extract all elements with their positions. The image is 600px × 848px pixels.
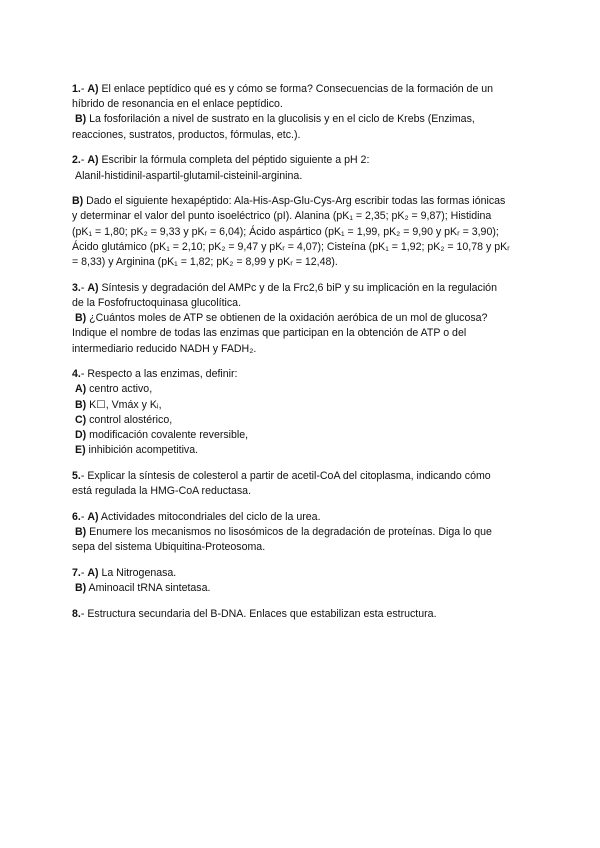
question-number: 2.: [72, 154, 81, 167]
question-line: [72, 225, 532, 240]
line-text: inhibición acompetitiva.: [85, 444, 199, 457]
question-line: [72, 566, 532, 581]
line-text: Escribir la fórmula completa del péptido siguiente a pH 2:: [98, 154, 370, 167]
part-label: A): [87, 510, 99, 523]
question-separator: -: [80, 510, 88, 523]
line-text: Alanil-histidinil-aspartil-glutamil-cisteinil-arginina.: [75, 169, 303, 182]
line-text: Explicar la síntesis de colesterol a partir de acetil-CoA del citoplasma, indicando cómo: [87, 469, 491, 482]
line-text: centro activo,: [86, 383, 153, 396]
question-block: [72, 194, 532, 270]
line-text: Actividades mitocondriales del ciclo de la urea.: [98, 510, 321, 523]
line-text: K☐, Vmáx y Kᵢ,: [86, 398, 162, 411]
question-line: [72, 169, 532, 184]
question-line: [72, 581, 532, 596]
question-line: [72, 398, 532, 413]
line-text: El enlace peptídico qué es y cómo se forma? Consecuencias de la formación de un: [98, 83, 494, 95]
part-label: E): [75, 444, 86, 457]
question-number: 4.: [72, 368, 81, 381]
line-text: Indique el nombre de todas las enzimas que participan en la obtención de ATP o del: [72, 327, 467, 340]
part-label: A): [87, 154, 99, 167]
part-label: D): [75, 429, 87, 442]
question-block: [72, 566, 532, 596]
question-line: [72, 607, 532, 622]
question-line: [72, 112, 532, 127]
part-label: B): [75, 312, 87, 325]
part-label: A): [87, 281, 99, 294]
question-line: [72, 153, 532, 168]
part-label: A): [87, 566, 99, 579]
question-line: [72, 326, 532, 341]
question-separator: -: [80, 83, 88, 95]
line-text: Enumere los mecanismos no lisosómicos de la degradación de proteínas. Diga lo que: [86, 526, 492, 539]
question-line: [72, 97, 532, 112]
question-separator: -: [80, 566, 88, 579]
question-line: [72, 209, 532, 224]
line-text: Respecto a las enzimas, definir:: [87, 368, 238, 381]
line-text: La fosforilación a nivel de sustrato en la glucolisis y en el ciclo de Krebs (Enzimas,: [86, 113, 475, 126]
line-text: = 8,33) y Arginina (pK₁ = 1,82; pK₂ = 8,99 y pKᵣ = 12,48).: [72, 256, 338, 269]
line-text: de la Fosfofructoquinasa glucolítica.: [72, 296, 242, 309]
line-text: Dado el siguiente hexapéptido: Ala-His-Asp-Glu-Cys-Arg escribir todas las formas iónicas: [83, 195, 506, 208]
line-text: híbrido de resonancia en el enlace peptídico.: [72, 98, 283, 111]
line-text: reacciones, sustratos, productos, fórmulas, etc.).: [72, 128, 301, 141]
line-text: intermediario reducido NADH y FADH₂.: [72, 342, 257, 355]
question-number: 1.: [72, 83, 81, 95]
part-label: B): [75, 398, 87, 411]
line-text: Ácido glutámico (pK₁ = 2,10; pK₂ = 9,47 y pKᵣ = 4,07); Cisteína (pK₁ = 1,92; pK₂ = 10,78 y pKᵣ: [72, 240, 510, 253]
question-number: 6.: [72, 510, 81, 523]
question-line: [72, 240, 532, 255]
question-block: [72, 153, 532, 183]
question-line: [72, 296, 532, 311]
line-text: está regulada la HMG-CoA reductasa.: [72, 485, 252, 498]
question-line: [72, 311, 532, 326]
line-text: sepa del sistema Ubiquitina-Proteosoma.: [72, 541, 266, 554]
question-line: [72, 484, 532, 499]
line-text: control alostérico,: [86, 413, 173, 426]
question-line: [72, 194, 532, 209]
question-block: [72, 281, 532, 357]
question-number: 3.: [72, 281, 81, 294]
question-block: [72, 510, 532, 556]
part-label: B): [75, 113, 87, 126]
line-text: Síntesis y degradación del AMPc y de la Frc2,6 biP y su implicación en la regulación: [98, 281, 497, 294]
question-line: [72, 281, 532, 296]
line-text: Estructura secundaria del B-DNA. Enlaces que estabilizan esta estructura.: [87, 607, 437, 620]
question-separator: -: [80, 154, 88, 167]
part-label: A): [87, 83, 99, 95]
question-line: [72, 540, 532, 555]
question-line: [72, 428, 532, 443]
question-separator: -: [80, 469, 88, 482]
question-separator: -: [80, 281, 88, 294]
question-number: 5.: [72, 469, 81, 482]
line-text: modificación covalente reversible,: [86, 429, 249, 442]
exam-questions: [72, 82, 532, 633]
question-block: [72, 607, 532, 622]
question-line: [72, 382, 532, 397]
question-separator: -: [80, 368, 88, 381]
question-line: [72, 128, 532, 143]
question-number: 8.: [72, 607, 81, 620]
part-label: B): [72, 195, 84, 208]
line-text: La Nitrogenasa.: [98, 566, 177, 579]
question-block: [72, 469, 532, 499]
part-label: B): [75, 582, 87, 595]
part-label: A): [75, 383, 87, 396]
line-text: y determinar el valor del punto isoeléctrico (pI). Alanina (pK₁ = 2,35; pK₂ = 9,87); Histidina: [72, 210, 492, 223]
question-block: [72, 367, 532, 458]
question-line: [72, 510, 532, 525]
question-number: 7.: [72, 566, 81, 579]
question-line: [72, 413, 532, 428]
line-text: (pK₁ = 1,80; pK₂ = 9,33 y pKᵣ = 6,04); Ácido aspártico (pK₁ = 1,99, pK₂ = 9,90 y pKᵣ = 3,90);: [72, 225, 499, 238]
question-line: [72, 469, 532, 484]
question-line: [72, 525, 532, 540]
question-line: [72, 82, 532, 97]
question-line: [72, 255, 532, 270]
question-line: [72, 367, 532, 382]
question-line: [72, 443, 532, 458]
part-label: B): [75, 526, 87, 539]
line-text: Aminoacil tRNA sintetasa.: [86, 582, 211, 595]
question-block: [72, 82, 532, 143]
part-label: C): [75, 413, 87, 426]
line-text: ¿Cuántos moles de ATP se obtienen de la oxidación aeróbica de un mol de glucosa?: [86, 312, 488, 325]
question-line: [72, 342, 532, 357]
question-separator: -: [80, 607, 88, 620]
